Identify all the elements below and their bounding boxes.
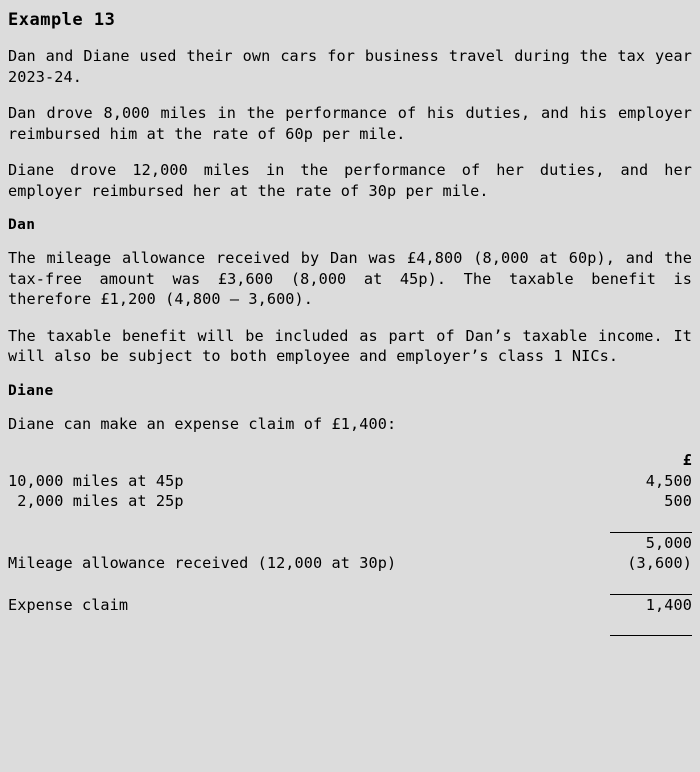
rule-spacer (8, 526, 582, 533)
intro-paragraph-2: Dan drove 8,000 miles in the performance of his duties, and his employer reimbursed him at the rate of 60p per mile. (8, 104, 692, 143)
subtotal-rule (582, 526, 692, 533)
row-label: Mileage allowance received (12,000 at 30p) (8, 554, 397, 573)
expense-claim-table (8, 450, 692, 636)
subtotal-rule-row (8, 526, 692, 533)
dan-paragraph-2: The taxable benefit will be included as part of Dan’s taxable income. It will also be subject to both employee and employer’s class 1 NICs. (8, 326, 692, 366)
dan-paragraph-1: The mileage allowance received by Dan was £4,800 (8,000 at 60p), and the tax-free amount was £3,600 (8,000 at 45p). The taxable benefit is therefore £1,200 (4,800 – 3,600). (8, 249, 692, 309)
page-title: Example 13 (8, 10, 116, 30)
spacer-cell (582, 512, 692, 526)
row-label: 10,000 miles at 45p (8, 471, 184, 490)
section-heading-dan: Dan (8, 217, 36, 234)
section-heading-diane: Diane (8, 382, 54, 399)
spacer-cell (8, 615, 582, 629)
closing-rule (582, 629, 692, 636)
spacer-cell (582, 574, 692, 588)
spacer-cell (582, 615, 692, 629)
row-label (8, 533, 582, 554)
table-spacer-row (8, 615, 692, 629)
spacer-cell (8, 512, 582, 526)
table-row (8, 471, 692, 492)
table-spacer-row (8, 574, 692, 588)
currency-header-spacer (8, 450, 582, 471)
table-row (8, 533, 692, 554)
intro-paragraph-1: Dan and Diane used their own cars for business travel during the tax year 2023-24. (8, 47, 692, 86)
row-amount: 1,400 (645, 595, 692, 614)
rule-spacer (8, 588, 582, 595)
spacer-cell (8, 574, 582, 588)
table-row-currency-header (8, 450, 692, 471)
rule-spacer (8, 629, 582, 636)
closing-rule-row (8, 629, 692, 636)
row-amount: 500 (664, 492, 692, 511)
diane-intro-paragraph: Diane can make an expense claim of £1,400: (8, 414, 397, 433)
table-row (8, 491, 692, 512)
total-rule-row (8, 588, 692, 595)
row-amount: (3,600) (627, 554, 692, 573)
row-amount: 5,000 (645, 533, 692, 552)
row-label: 2,000 miles at 25p (8, 492, 184, 511)
table-row (8, 595, 692, 616)
currency-symbol: £ (682, 451, 692, 470)
table-spacer-row (8, 512, 692, 526)
table-row (8, 553, 692, 574)
intro-paragraph-3: Diane drove 12,000 miles in the performance of her duties, and her employer reimbursed her at the rate of 30p per mile. (8, 161, 692, 200)
row-amount: 4,500 (645, 471, 692, 490)
row-label: Expense claim (8, 595, 129, 614)
total-rule (582, 588, 692, 595)
